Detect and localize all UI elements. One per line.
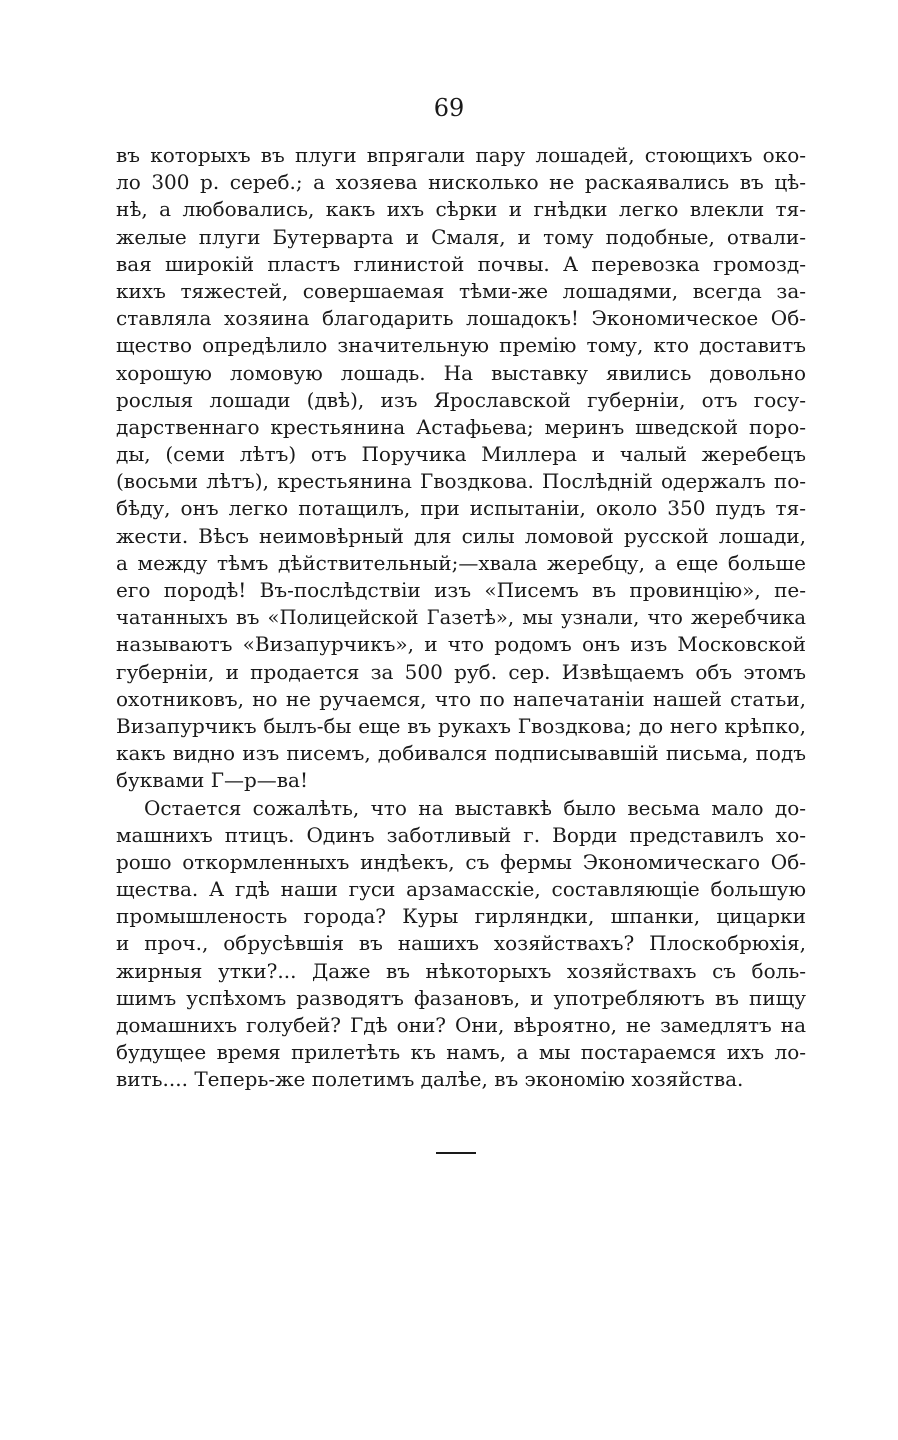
text-line: шимъ успѣхомъ разводятъ фазановъ, и употребляютъ въ пищу xyxy=(116,985,806,1010)
text-line: жести. Вѣсъ неимовѣрный для силы ломовой русской лошади, xyxy=(116,523,806,548)
text-line: домашнихъ голубей? Гдѣ они? Они, вѣроятно, не замедлятъ на xyxy=(116,1013,806,1037)
text-line: Визапурчикъ былъ-бы еще въ рукахъ Гвоздкова; до него крѣпко, xyxy=(116,713,806,738)
paragraph-1 xyxy=(116,142,806,795)
text-line: вая широкій пластъ глинистой почвы. А перевозка громозд- xyxy=(116,251,806,276)
body-text xyxy=(116,142,806,1094)
text-line: ды, (семи лѣтъ) отъ Поручика Миллера и чалый жеребецъ xyxy=(116,442,806,467)
text-line: хорошую ломовую лошадь. На выставку явились довольно xyxy=(116,360,806,385)
text-line: бѣду, онъ легко потащилъ, при испытаніи, около 350 пудъ тя- xyxy=(116,496,806,521)
text-line: рослыя лошади (двѣ), изъ Ярославской губерніи, отъ госу- xyxy=(116,387,806,412)
text-line: будущее время прилетѣть къ намъ, а мы постараемся ихъ ло- xyxy=(116,1040,806,1065)
text-line: машнихъ птицъ. Одинъ заботливый г. Ворди представилъ хо- xyxy=(116,822,806,847)
text-line: вить.... Теперь-же полетимъ далѣе, въ экономію хозяйства. xyxy=(116,1067,744,1092)
text-line: въ которыхъ въ плуги впрягали пару лошадей, стоющихъ око- xyxy=(116,143,806,167)
text-line: охотниковъ, но не ручаемся, что по напечатаніи нашей статьи, xyxy=(116,686,806,711)
text-line: а между тѣмъ дѣйствительный;—хвала жеребцу, а еще больше xyxy=(116,550,806,575)
text-line: кихъ тяжестей, совершаемая тѣми-же лошадями, всегда за- xyxy=(116,278,806,303)
text-line: дарственнаго крестьянина Астафьева; меринъ шведской поро- xyxy=(116,414,806,439)
text-line: жирныя утки?... Даже въ нѣкоторыхъ хозяйствахъ съ боль- xyxy=(116,958,806,983)
text-line: губерніи, и продается за 500 руб. сер. Извѣщаемъ объ этомъ xyxy=(116,659,806,684)
paragraph-2 xyxy=(116,795,806,1094)
text-line: щества. А гдѣ наши гуси арзамасскіе, составляющіе большую xyxy=(116,877,806,902)
text-line: называютъ «Визапурчикъ», и что родомъ онъ изъ Московской xyxy=(116,632,806,657)
closing-rule xyxy=(436,1152,476,1154)
text-line: Остается сожалѣть, что на выставкѣ было весьма мало до- xyxy=(144,795,806,820)
text-line: ло 300 р. сереб.; а хозяева нисколько не раскаявались въ цѣ- xyxy=(116,170,806,195)
text-line: нѣ, а любовались, какъ ихъ сѣрки и гнѣдки легко влекли тя- xyxy=(116,197,806,222)
text-line: ставляла хозяина благодарить лошадокъ! Экономическое Об- xyxy=(116,306,806,331)
text-line: промышленость города? Куры гирляндки, шпанки, цицарки xyxy=(116,904,806,929)
text-line: чатанныхъ въ «Полицейской Газетѣ», мы узнали, что жеребчика xyxy=(116,606,806,630)
text-line: и проч., обрусѣвшія въ нашихъ хозяйствахъ? Плоскобрюхія, xyxy=(116,931,806,956)
text-line: буквами Г—р—ва! xyxy=(116,768,309,793)
text-line: щество опредѣлило значительную премію тому, кто доставитъ xyxy=(116,333,806,358)
text-line: желые плуги Бутерварта и Смаля, и тому подобные, отвали- xyxy=(116,224,806,249)
text-line: рошо откормленныхъ индѣекъ, съ фермы Экономическаго Об- xyxy=(116,849,806,874)
text-line: (восьми лѣтъ), крестьянина Гвоздкова. Послѣдній одержалъ по- xyxy=(116,469,806,494)
text-line: какъ видно изъ писемъ, добивался подписывавшій письма, подъ xyxy=(116,741,806,766)
page-number: 69 xyxy=(433,94,465,122)
text-line: его породѣ! Въ-послѣдствіи изъ «Писемъ въ провинцію», пе- xyxy=(116,578,806,602)
